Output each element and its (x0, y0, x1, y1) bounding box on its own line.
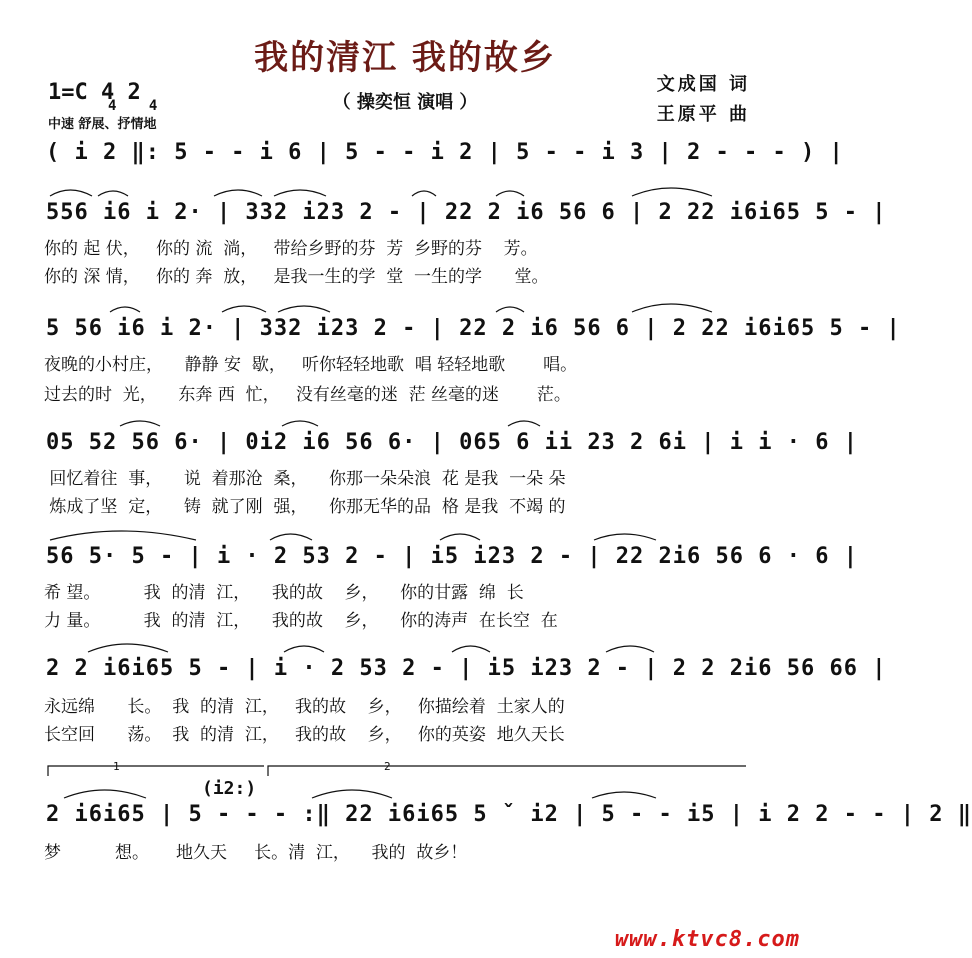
slur (592, 792, 656, 798)
slur (120, 421, 160, 426)
volta-1-bracket (48, 766, 264, 776)
slur (278, 306, 330, 312)
slur (508, 421, 540, 426)
slur (270, 534, 312, 540)
intro-notes: ( i 2 ‖: 5 - - i 6 | 5 - - i 2 | 5 - - i 3 | 2 - - - ) | (46, 140, 844, 165)
singer-credit: （ 操奕恒 演唱 ） (332, 92, 478, 113)
line1-lyric-verse1: 你的 起 伏， 你的 流 淌， 带给乡野的芬 芳 乡野的芬 芳。 (44, 239, 538, 259)
slur (312, 790, 392, 798)
slur (110, 307, 140, 312)
line5-lyric-verse1: 永远绵 长。 我 的清 江， 我的故 乡， 你描绘着 土家人的 (44, 697, 565, 717)
composer-credit: 王原平 曲 (656, 104, 750, 125)
slur (282, 421, 318, 426)
slur (98, 191, 128, 196)
site-watermark: www.ktvc8.com (614, 927, 800, 952)
slur (452, 646, 490, 652)
time-signature-lower: 4 4 (108, 98, 170, 114)
line2-lyric-verse2: 过去的时 光， 东奔 西 忙， 没有丝毫的迷 茫 丝毫的迷 茫。 (44, 385, 571, 405)
line5-lyric-verse2: 长空回 荡。 我 的清 江， 我的故 乡， 你的英姿 地久天长 (44, 725, 565, 745)
slur (440, 534, 480, 540)
tempo-marking: 中速 舒展、抒情地 (48, 117, 157, 132)
slur (50, 531, 196, 540)
line1-lyric-verse2: 你的 深 情， 你的 奔 放， 是我一生的学 堂 一生的学 堂。 (44, 267, 549, 287)
slur (64, 790, 146, 798)
line2-notes: 5 56 i6 i 2· | 332 i23 2 - | 22 2 i6 56 6 | 2 22 i6i65 5 - | (46, 316, 901, 341)
line3-notes: 05 52 56 6· | 0i2 i6 56 6· | 065 6 ii 23 2 6i | i i · 6 | (46, 430, 858, 455)
line2-lyric-verse1: 夜晚的小村庄， 静静 安 歇， 听你轻轻地歌 唱 轻轻地歌 唱。 (44, 355, 578, 375)
line5-notes: 2 2 i6i65 5 - | i · 2 53 2 - | i5 i23 2 - | 2 2 2i6 56 66 | (46, 656, 887, 681)
volta-2-bracket (268, 766, 746, 776)
slur (214, 190, 262, 196)
line6-notes: 2 i6i65 | 5 - - - :‖ 22 i6i65 5 ˇ i2 | 5 - - i5 | i 2 2 - - | 2 ‖ (46, 802, 972, 827)
key-signature: 1=C 4 2 (48, 80, 141, 105)
line3-lyric-verse1: 回忆着往 事， 说 着那沧 桑， 你那一朵朵浪 花 是我 一朵 朵 (44, 469, 566, 489)
lyricist-credit: 文成国 词 (656, 74, 750, 95)
slur (632, 304, 712, 312)
slur (594, 534, 656, 540)
line6-lyric: 梦 想。 地久天 长。清 江， 我的 故乡！ (44, 843, 468, 863)
slur (632, 188, 712, 196)
song-title: 我的清江 我的故乡 (254, 38, 556, 78)
slur (50, 190, 92, 196)
volta-2-label: 2 (384, 760, 391, 773)
slur (496, 191, 524, 196)
line4-notes: 56 5· 5 - | i · 2 53 2 - | i5 i23 2 - | 22 2i6 56 6 · 6 | (46, 544, 858, 569)
slur (88, 644, 168, 652)
pickup-notes: (i2:) (202, 778, 257, 799)
slur (284, 646, 324, 652)
slur (496, 307, 524, 312)
slur (606, 646, 654, 652)
line1-notes: 556 i6 i 2· | 332 i23 2 - | 22 2 i6 56 6 | 2 22 i6i65 5 - | (46, 200, 887, 225)
line3-lyric-verse2: 炼成了坚 定， 铸 就了刚 强， 你那无华的品 格 是我 不竭 的 (44, 497, 566, 517)
volta-1-label: 1 (113, 760, 120, 773)
line4-lyric-verse1: 希 望。 我 的清 江， 我的故 乡， 你的甘露 绵 长 (44, 583, 524, 603)
line4-lyric-verse2: 力 量。 我 的清 江， 我的故 乡， 你的涛声 在长空 在 (44, 611, 558, 631)
slur (274, 190, 326, 196)
slur (412, 191, 436, 196)
slur (222, 306, 266, 312)
